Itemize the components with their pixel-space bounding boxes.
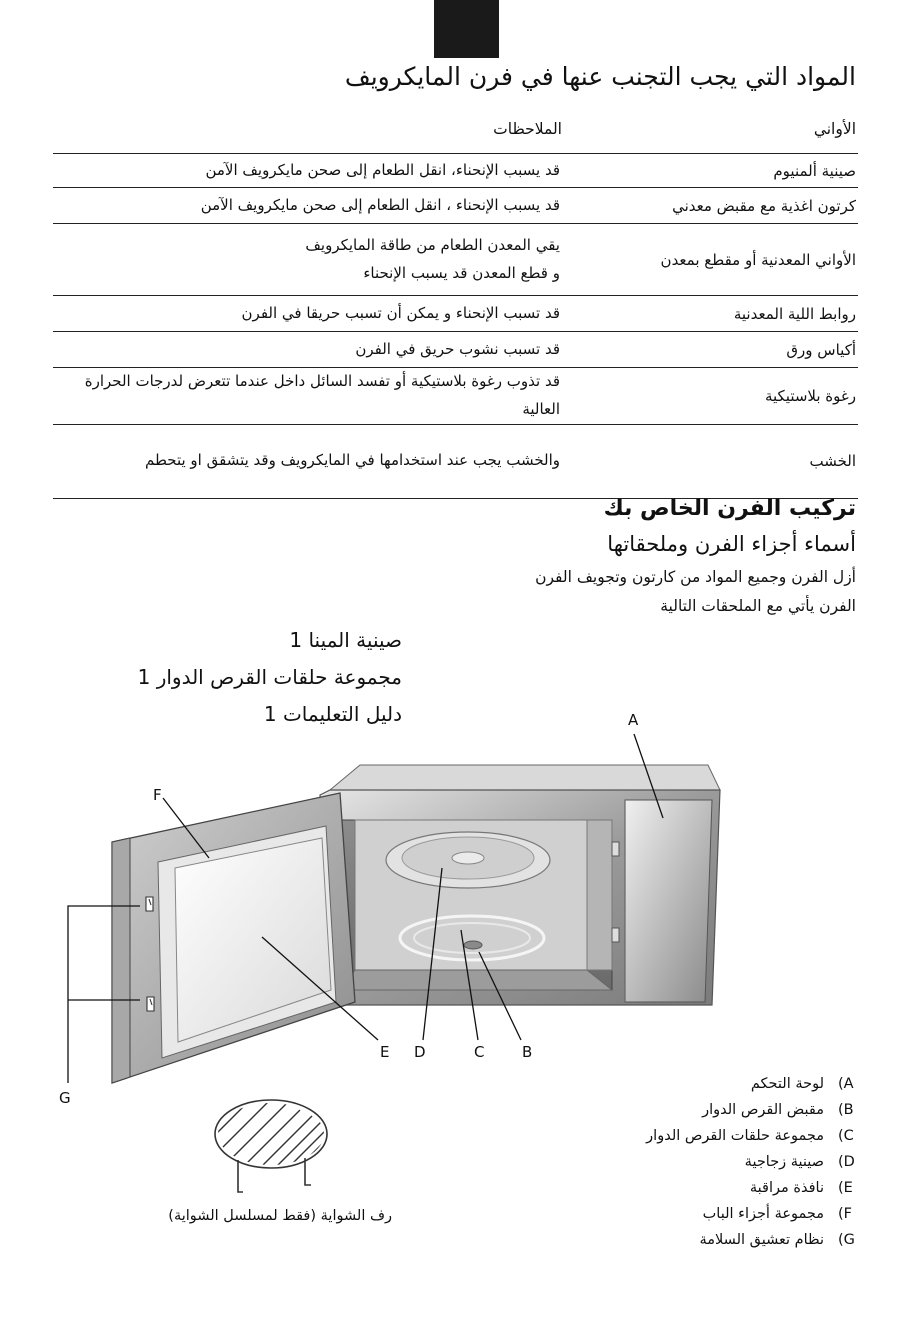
- legend-letter: (F: [838, 1206, 852, 1222]
- table-cell-utensil: صينية ألمنيوم: [564, 154, 858, 188]
- legend-item: [751, 1076, 862, 1092]
- table-cell-note: قد تسبب الإنحناء و يمكن أن تسبب حريقا في الفرن: [53, 296, 564, 332]
- legend-letter: (D: [838, 1154, 855, 1170]
- control-panel: [625, 800, 712, 1002]
- label-c: C: [474, 1043, 485, 1061]
- section-subtitle: أسماء أجزاء الفرن وملحقاتها: [607, 532, 856, 556]
- legend-letter: (C: [838, 1128, 854, 1144]
- table-cell-note: قد يسبب الإنحناء ، انقل الطعام إلى صحن مايكرويف الآمن: [53, 188, 564, 224]
- page-heading: المواد التي يجب التجنب عنها في فرن المايكرويف: [344, 62, 856, 91]
- intro-line-2: الفرن يأتي مع الملحقات التالية: [660, 597, 856, 615]
- legend-item: [745, 1154, 862, 1170]
- legend-item: [702, 1102, 862, 1118]
- label-a: A: [628, 711, 639, 729]
- table-cell-note: والخشب يجب عند استخدامها في المايكرويف وقد يتشقق او يتحطم: [53, 424, 564, 498]
- label-e: E: [380, 1043, 390, 1061]
- accessory-item: مجموعة حلقات القرص الدوار 1: [137, 665, 402, 689]
- legend-item: [703, 1206, 862, 1222]
- legend-text: مقبض القرص الدوار: [702, 1102, 824, 1118]
- legend-item: [646, 1128, 862, 1144]
- turntable-coupling: [464, 941, 482, 949]
- accessory-item: دليل التعليمات 1: [263, 702, 402, 726]
- table-cell-utensil: روابط اللية المعدنية: [564, 296, 858, 332]
- column-header-utensils: الأواني: [813, 120, 856, 138]
- section-title: تركيب الفرن الخاص بك: [603, 496, 856, 521]
- intro-line-1: أزل الفرن وجميع المواد من كارتون وتجويف الفرن: [535, 568, 856, 586]
- legend-letter: (G: [838, 1232, 855, 1248]
- grill-rack: [200, 1080, 344, 1192]
- legend-text: نظام تعشيق السلامة: [699, 1232, 824, 1248]
- interlock-hook: [612, 928, 619, 942]
- label-b: B: [522, 1043, 533, 1061]
- table-cell-utensil: الأواني المعدنية أو مقطع بمعدن: [564, 224, 858, 296]
- legend-text: صينية زجاجية: [744, 1154, 824, 1170]
- legend-item: [699, 1232, 862, 1248]
- table-cell-utensil: أكياس ورق: [564, 332, 858, 368]
- legend-letter: (B: [838, 1102, 854, 1118]
- table-cell-utensil: الخشب: [564, 424, 858, 498]
- legend-item: [750, 1180, 862, 1196]
- label-g: G: [59, 1089, 71, 1107]
- grill-rack-caption: رف الشواية (فقط لمسلسل الشواية): [168, 1208, 392, 1224]
- table-cell-utensil: كرتون اغذية مع مقبض معدني: [564, 188, 858, 224]
- interlock-hook: [612, 842, 619, 856]
- legend-text: لوحة التحكم: [750, 1076, 824, 1092]
- table-cell-note: قد يسبب الإنحناء، انقل الطعام إلى صحن مايكرويف الآمن: [53, 154, 564, 188]
- legend-text: نافذة مراقبة: [749, 1180, 824, 1196]
- legend-text: مجموعة حلقات القرص الدوار: [646, 1128, 824, 1144]
- legend-letter: (E: [838, 1180, 853, 1196]
- label-f: F: [153, 786, 162, 804]
- table-cell-note: يقي المعدن الطعام من طاقة المايكرويف و قطع المعدن قد يسبب الإنحناء: [53, 224, 564, 296]
- table-cell-utensil: رغوة بلاستيكية: [564, 368, 858, 425]
- accessory-item: صينية المينا 1: [289, 628, 402, 652]
- table-cell-note: قد تذوب رغوة بلاستيكية أو تفسد السائل داخل عندما تتعرض لدرجات الحرارة العالية: [53, 368, 564, 425]
- legend-letter: (A: [838, 1076, 854, 1092]
- column-header-notes: الملاحظات: [493, 120, 562, 138]
- table-cell-note: قد تسبب نشوب حريق في الفرن: [53, 332, 564, 368]
- label-d: D: [414, 1043, 426, 1061]
- legend-text: مجموعة أجزاء الباب: [702, 1206, 824, 1222]
- glass-tray: [386, 832, 550, 888]
